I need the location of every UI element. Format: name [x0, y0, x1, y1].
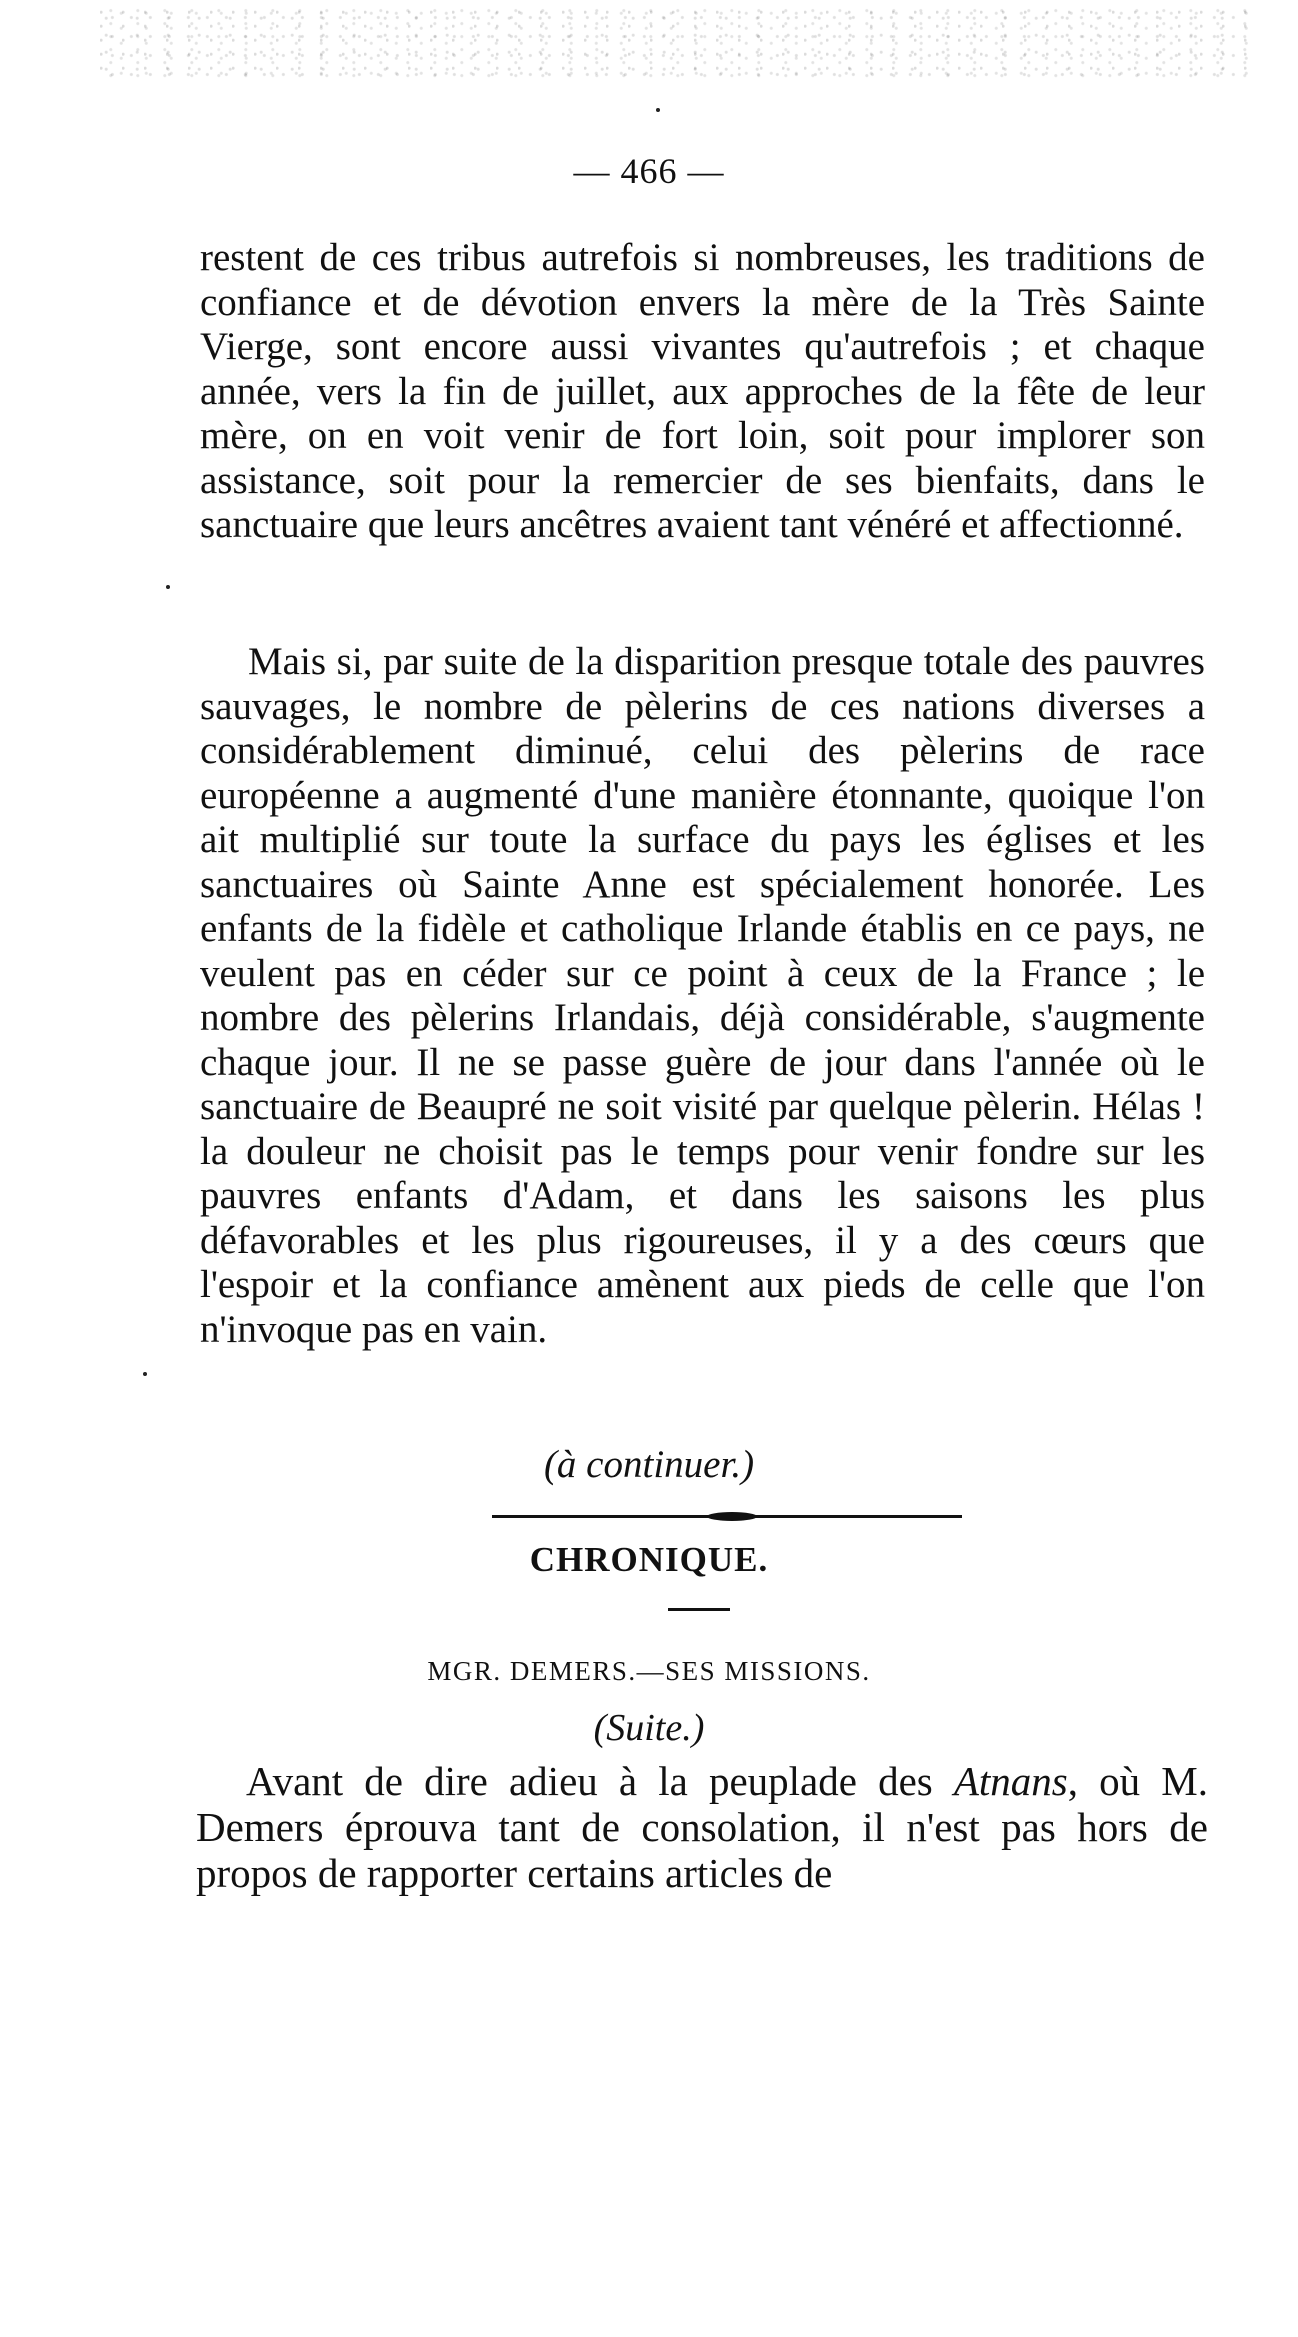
- article-paragraph-2: [200, 640, 1205, 1352]
- short-divider: [668, 1608, 730, 1611]
- section-title: CHRONIQUE.: [529, 1540, 769, 1579]
- ink-speck: [656, 108, 660, 112]
- italic-term: Atnans: [953, 1758, 1068, 1804]
- scan-noise-band: [100, 8, 1250, 78]
- text-run: Avant de dire adieu à la peuplade des: [246, 1758, 954, 1804]
- continuation-note: (à continuer.): [543, 1443, 755, 1486]
- suite-note: (Suite.): [593, 1707, 705, 1749]
- section-divider: [492, 1515, 962, 1518]
- paragraph-text: Mais si, par suite de la disparition presque totale des pauvres sauvages, le nombre de pèlerins de ces nations diverses a considérablement diminué, celui des pèlerins de race européenne a augmenté d'une manière étonnante, quoique l'on ait multiplié sur toute la surface du pays les églises et les sanctuaires où Sainte Anne est spécialement honorée. Les enfants de la fidèle et catholique Irlande établis en ce pays, ne veulent pas en céder sur ce point à ceux de la France ; le nombre des pèlerins Irlandais, déjà considérable, s'augmente chaque jour. Il ne se passe guère de jour dans l'année où le sanctuaire de Beaupré ne soit visité par quelque pèlerin. Hélas ! la douleur ne choisit pas le temps pour venir fondre sur les pauvres enfants d'Adam, et dans les saisons les plus défavorables et les plus rigoureuses, il y a des cœurs que l'espoir et la confiance amènent aux pieds de celle que l'on n'invoque pas en vain.: [200, 640, 1205, 1351]
- article-paragraph-1: [200, 236, 1205, 548]
- ink-speck: [143, 1372, 147, 1376]
- ink-speck: [166, 585, 170, 589]
- page-number: — 466 —: [573, 151, 725, 191]
- text-run: , où M. Demers éprouva tant de consolation, il n'est pas hors de propos de rapporter certains articles de: [196, 1758, 1208, 1896]
- section-subtitle: MGR. DEMERS.—SES MISSIONS.: [427, 1656, 871, 1686]
- paragraph-text: restent de ces tribus autrefois si nombreuses, les traditions de confiance et de dévotion envers la mère de la Très Sainte Vierge, sont encore aussi vivantes qu'autrefois ; et chaque année, vers la fin de juillet, aux approches de la fête de leur mère, on en voit venir de fort loin, soit pour implorer son assistance, soit pour la remercier de ses bienfaits, dans le sanctuaire que leurs ancêtres avaient tant vénéré et affectionné.: [200, 236, 1205, 546]
- chronique-paragraph: [196, 1758, 1208, 1896]
